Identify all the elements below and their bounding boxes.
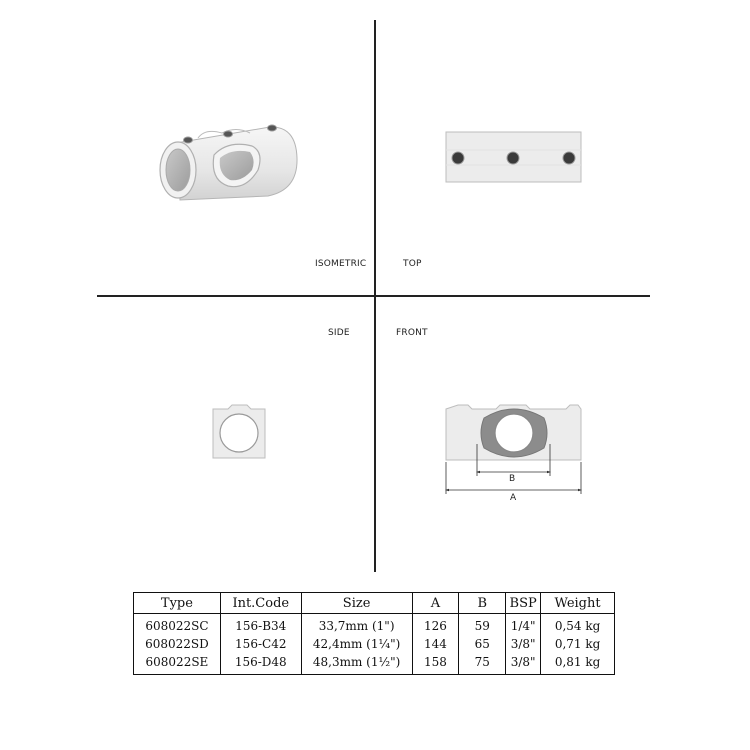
cell-b: 59 [459, 614, 506, 636]
cell-bsp: 1/4" [506, 614, 541, 636]
bolt-hole [452, 152, 464, 164]
cell-weight: 0,54 kg [541, 614, 615, 636]
header-size: Size [301, 593, 412, 614]
cell-b: 75 [459, 653, 506, 675]
dimension-b-label: B [509, 474, 516, 484]
table-row [134, 653, 615, 675]
top-label: TOP [403, 259, 422, 269]
header-type: Type [134, 593, 221, 614]
header-a: A [412, 593, 459, 614]
cell-weight: 0,81 kg [541, 653, 615, 675]
spec-table [133, 592, 615, 675]
isometric-label: ISOMETRIC [315, 259, 367, 269]
cell-type: 608022SE [134, 653, 221, 675]
cell-int-code: 156-B34 [220, 614, 301, 636]
cell-a: 144 [412, 635, 459, 653]
table-header-row [134, 593, 615, 614]
top-view-drawing [446, 132, 581, 182]
bolt-hole [563, 152, 575, 164]
header-weight: Weight [541, 593, 615, 614]
cell-b: 65 [459, 635, 506, 653]
cell-bsp: 3/8" [506, 653, 541, 675]
cell-int-code: 156-C42 [220, 635, 301, 653]
header-int-code: Int.Code [220, 593, 301, 614]
cell-weight: 0,71 kg [541, 635, 615, 653]
isometric-fitting-drawing [160, 125, 297, 200]
side-view-drawing [213, 405, 265, 458]
header-bsp: BSP [506, 593, 541, 614]
side-label: SIDE [328, 328, 350, 338]
dimension-a-label: A [510, 493, 517, 503]
cell-bsp: 3/8" [506, 635, 541, 653]
table-row [134, 635, 615, 653]
cell-size: 48,3mm (1½") [301, 653, 412, 675]
cell-type: 608022SC [134, 614, 221, 636]
header-b: B [459, 593, 506, 614]
cell-int-code: 156-D48 [220, 653, 301, 675]
cell-size: 42,4mm (1¼") [301, 635, 412, 653]
cell-size: 33,7mm (1") [301, 614, 412, 636]
front-label: FRONT [396, 328, 428, 338]
cell-type: 608022SD [134, 635, 221, 653]
cell-a: 158 [412, 653, 459, 675]
bolt-hole [507, 152, 519, 164]
table-row [134, 614, 615, 636]
cell-a: 126 [412, 614, 459, 636]
